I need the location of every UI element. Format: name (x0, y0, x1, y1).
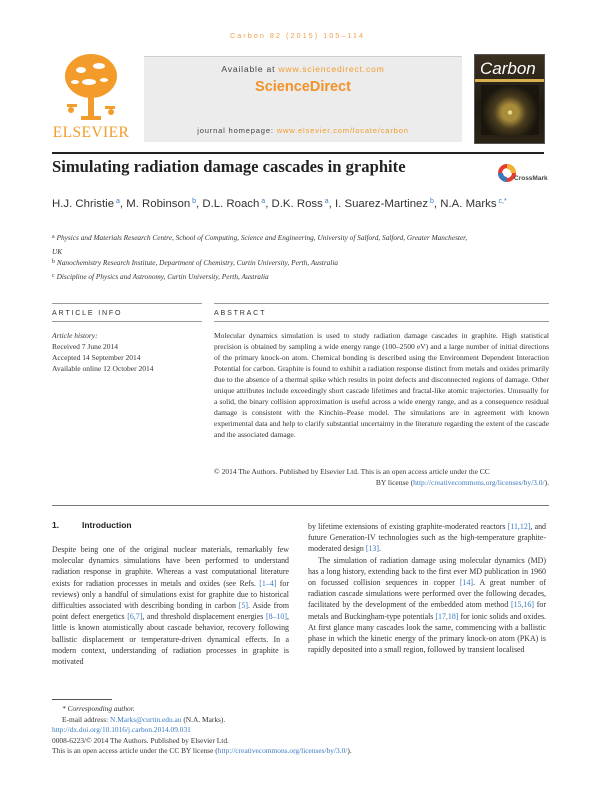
citation-link[interactable]: [15,16] (510, 600, 534, 610)
online-date: Available online 12 October 2014 (52, 364, 154, 373)
citation-link[interactable]: [6,7] (127, 612, 143, 622)
article-info-heading: ARTICLE INFO (52, 309, 123, 317)
oa-suffix: ). (347, 746, 352, 756)
footnotes (52, 704, 544, 757)
email-suffix: (N.A. Marks). (181, 714, 226, 724)
info-top-rule (52, 303, 202, 304)
section-heading-introduction (52, 520, 132, 530)
sciencedirect-banner (144, 56, 462, 142)
author-name[interactable]: H.J. Christie (52, 198, 115, 210)
crossmark-label[interactable]: CrossMark (514, 175, 548, 182)
citation-link[interactable]: [1–4] (259, 578, 277, 588)
affiliation-text: UK (52, 246, 63, 256)
issn-line: 0008-6223/© 2014 The Authors. Published by Elsevier Ltd. (52, 735, 229, 745)
abstract-head-rule (214, 321, 549, 322)
body-text: for reviews) only a handful of simulations exist for graphite due to historical difficulties associated with describing bonding in carbon (52, 578, 289, 611)
author-separator: , (265, 198, 272, 210)
affiliation-letter: b (52, 259, 55, 265)
author-name[interactable]: I. Suarez-Martinez (335, 198, 429, 210)
sciencedirect-brand[interactable]: ScienceDirect (255, 79, 351, 95)
body-text: . (379, 544, 381, 554)
author-separator: , (119, 198, 127, 210)
journal-header (52, 44, 544, 148)
email-label: E-mail address: (62, 714, 111, 724)
affiliation-letter: a (52, 234, 55, 240)
author-separator: , (433, 198, 441, 210)
license-prefix: BY license ( (375, 478, 414, 487)
license-suffix: ). (544, 478, 549, 487)
corresponding-author-note: * Corresponding author. (62, 704, 135, 713)
affiliation-marker[interactable]: a (322, 198, 329, 205)
available-prefix: Available at (221, 64, 276, 74)
affiliation-marker[interactable]: c,* (496, 198, 507, 205)
journal-homepage-line (144, 126, 462, 135)
affiliation-text: Discipline of Physics and Astronomy, Curtin University, Perth, Australia (56, 271, 269, 281)
citation-link[interactable]: [17,18] (435, 611, 459, 621)
body-text: , little is known atomistically about cascade behavior, recovery following ballistic displacement or temperature-driven dynamical effects. In a modern context, understanding of radiation processes in graphite is motivated (52, 612, 289, 667)
body-text: , and threshold displacement energies (142, 612, 266, 622)
info-head-rule (52, 321, 202, 322)
oa-license-link[interactable]: http://creativecommons.org/licenses/by/3.0/ (217, 746, 348, 756)
email-link[interactable]: N.Marks@curtin.edu.au (110, 714, 182, 724)
abstract-heading: ABSTRACT (214, 309, 267, 317)
section-title: Introduction (82, 520, 132, 530)
license-link[interactable]: http://creativecommons.org/licenses/by/3.0/ (413, 478, 545, 487)
citation-link[interactable]: [5] (238, 601, 248, 611)
body-text: for ionic solids and oxides. At first glance many cascades look the same, commencing with a ballistic phase in which the kinetic energy of the primary knock-on atom (PKA) is rapidly deposited into a small region, followed by transient localised (308, 611, 546, 655)
body-text: for metals and Buckingham-type potentials (308, 600, 546, 621)
author-name[interactable]: D.K. Ross (271, 198, 323, 210)
article-title: Simulating radiation damage cascades in graphite (52, 157, 406, 176)
affiliation-text: Physics and Materials Research Centre, School of Computing, Science and Engineering, University of Salford, Salford, Greater Manchester, (56, 233, 468, 242)
affiliations (52, 232, 544, 285)
cover-stripe (475, 79, 544, 82)
affiliation-item (52, 271, 544, 282)
body-text: Despite being one of the original nuclear materials, remarkably few molecular dynamics simulations have been performed to understand radiation response in graphite. Whereas a vast computational literature exists for radiation processes in metals and oxides (see Refs. (52, 545, 289, 588)
body-text: . A great number of radiation cascade simulations were performed over the following decades, facilitated by the development of the embedded atom method (308, 578, 547, 610)
elsevier-tree-icon (59, 48, 123, 124)
citation-link[interactable]: [11,12] (507, 522, 531, 531)
body-text: , and future Generation-IV technologies such as the high-temperature graphite-moderated design (308, 522, 547, 554)
homepage-prefix: journal homepage: (197, 126, 274, 135)
body-paragraph (308, 555, 546, 656)
citation-link[interactable]: [14] (459, 578, 474, 588)
license-line-1: © 2014 The Authors. Published by Elsevier Ltd. This is an open access article under the CC (214, 467, 490, 476)
header-divider (52, 152, 544, 154)
accepted-date: Accepted 14 September 2014 (52, 353, 141, 362)
oa-prefix: This is an open access article under the CC BY license ( (52, 746, 218, 756)
abstract-top-rule (214, 303, 549, 304)
affiliation-marker[interactable]: a (259, 198, 266, 205)
author-name[interactable]: M. Robinson (126, 198, 191, 210)
elsevier-wordmark: ELSEVIER (52, 124, 130, 141)
footnote-rule (52, 699, 112, 700)
abstract-text: Molecular dynamics simulation is used to study radiation damage cascades in graphite. High statistical precision is obtained by sampling a wide energy range (100–2500 eV) and a large number of initial directions of the primary knock-on atom. Chemical bonding is described using the Environment Dependent Interaction Potential for carbon. Graphite is found to exhibit a radiation response distinct from metals and oxides primarily due to the absence of a thermal spike which results in point defects and disconnected regions of damage. Other unique attributes include exceedingly short cascade lifetimes and fractal-like atomic trajectories. Unusually for a solid, the binary collision approximation is useful across a wide energy range, and as a consequence residual damage is consistent with the Kinchin–Pease model. The simulations are in agreement with known experimental data and help to clarify substantial uncertainty in the literature regarding the extent of the cascade and the associated damage. (214, 331, 549, 439)
body-right-column (308, 521, 546, 655)
citation-link[interactable]: [13] (365, 544, 380, 554)
affiliation-item (52, 232, 544, 243)
author-list (52, 193, 522, 213)
author-name[interactable]: D.L. Roach (202, 198, 260, 210)
sciencedirect-link[interactable]: www.sciencedirect.com (278, 64, 385, 74)
affiliation-marker[interactable]: b (190, 198, 197, 205)
journal-reference: Carbon 82 (2015) 105–114 (229, 31, 366, 40)
author-name[interactable]: N.A. Marks (440, 198, 497, 210)
elsevier-logo[interactable] (52, 44, 130, 142)
affiliation-marker[interactable]: a (114, 198, 120, 205)
cover-image (481, 85, 539, 135)
citation-link[interactable]: [8–10] (265, 612, 287, 622)
affiliation-item (52, 257, 544, 268)
affiliation-letter: c (52, 272, 55, 279)
license-line-2 (214, 477, 549, 488)
open-access-line (52, 746, 544, 757)
body-text: by lifetime extensions of existing graphite-moderated reactors (308, 522, 508, 531)
section-number: 1. (52, 520, 60, 530)
affiliation-item (52, 246, 544, 257)
body-left-column (52, 544, 289, 667)
body-paragraph (52, 544, 289, 667)
body-text: The simulation of radiation damage using molecular dynamics (MD) has a long history, extending back to the first ever MD publication in 1960 on focussed collision sequences in copper (308, 555, 546, 588)
affiliation-text: Nanochemistry Research Institute, Department of Chemistry, Curtin University, Perth, Australia (56, 258, 339, 267)
abstract-license (214, 466, 549, 488)
affiliation-marker[interactable]: b (428, 198, 434, 205)
article-history (52, 330, 202, 374)
author-separator: , (196, 198, 203, 210)
body-text: . Aside from point defect energetics (52, 601, 289, 622)
abstract-bottom-rule (52, 505, 549, 506)
author-separator: , (328, 198, 335, 210)
doi-link[interactable]: http://dx.doi.org/10.1016/j.carbon.2014.09.031 (52, 725, 191, 735)
email-note (52, 715, 544, 726)
received-date: Received 7 June 2014 (52, 342, 119, 351)
available-at-line (144, 64, 462, 74)
journal-homepage-link[interactable]: www.elsevier.com/locate/carbon (276, 126, 409, 135)
history-label: Article history: (52, 331, 98, 340)
journal-cover-thumbnail[interactable] (474, 54, 545, 144)
cover-title: Carbon (480, 59, 536, 78)
body-paragraph (308, 521, 546, 555)
